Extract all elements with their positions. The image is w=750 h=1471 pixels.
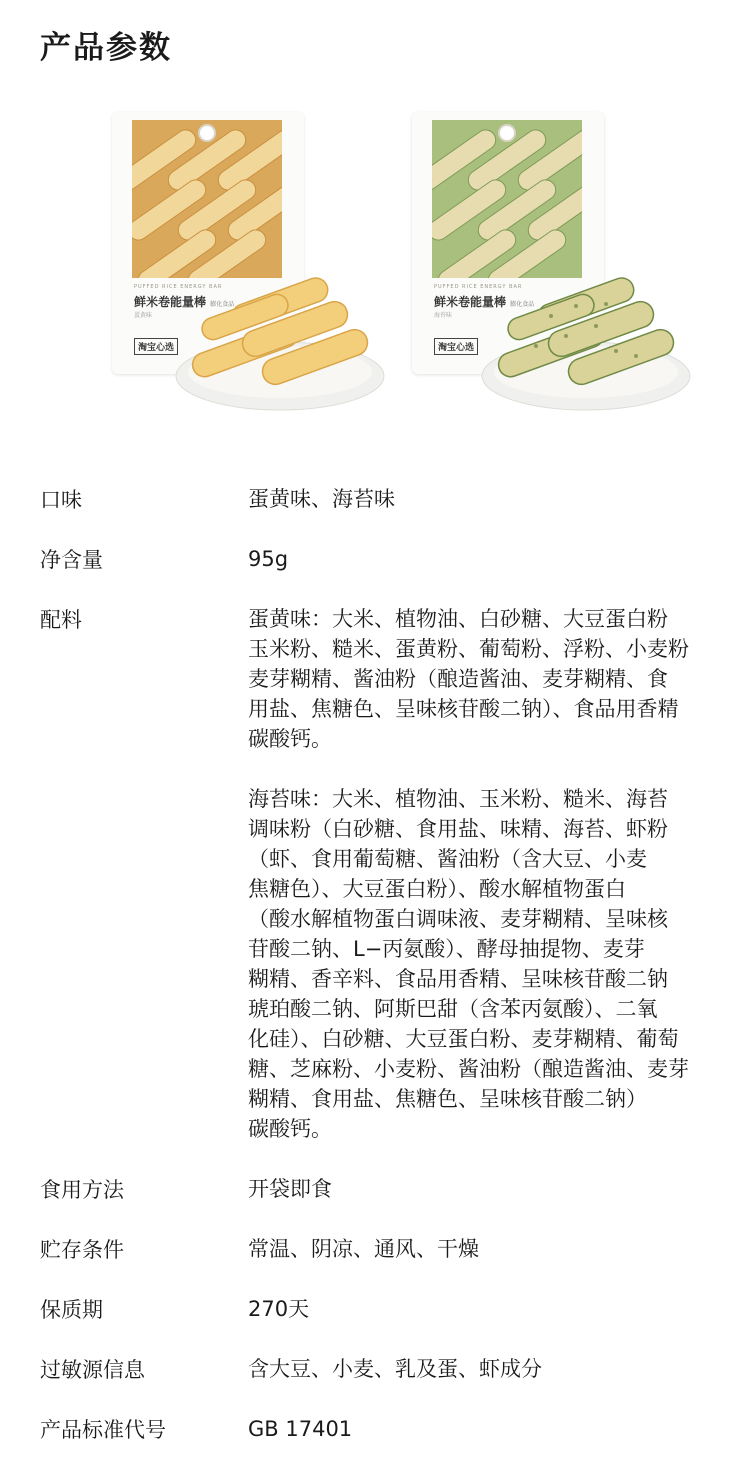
package-sub: 蛋黄味 <box>134 312 153 319</box>
spec-value: 常温、阴凉、通风、干燥 <box>248 1237 479 1261</box>
spec-label: 过敏源信息 <box>40 1358 145 1382</box>
spec-label: 口味 <box>40 488 82 512</box>
spec-value-egg: 蛋黄味：大米、植物油、白砂糖、大豆蛋白粉 玉米粉、糙米、蛋黄粉、葡萄粉、浮粉、小麦粉 麦芽糊精、酱油粉（酿造酱油、麦芽糊精、食 用盐、焦糖色、呈味核苷酸二钠）、食品用香精 碳酸钙。 <box>248 607 689 751</box>
product-plate-egg <box>170 276 385 416</box>
hang-hole <box>498 124 516 142</box>
spec-value: 270天 <box>248 1297 310 1321</box>
package-sub: 海苔味 <box>434 312 453 319</box>
spec-value-seaweed: 海苔味：大米、植物油、玉米粉、糙米、海苔 调味粉（白砂糖、食用盐、味精、海苔、虾粉 （虾、食用葡萄糖、酱油粉（含大豆、小麦 焦糖色）、大豆蛋白粉）、酸水解植物蛋白 （酸水解植物蛋白调味液、麦芽糊精、呈味核 苷酸二钠、L−丙氨酸）、酵母抽提物、麦芽 糊精、香辛料、食品用香精、呈味核苷酸二钠 琥珀酸二钠、阿斯巴甜（含苯丙氨酸）、二氧 化硅）、白砂糖、大豆蛋白粉、麦芽糊精、葡萄 糖、芝麻粉、小麦粉、酱油粉（酿造酱油、麦芽 糊精、食用盐、焦糖色、呈味核苷酸二钠） 碳酸钙。 <box>248 787 689 1141</box>
spec-label: 保质期 <box>40 1298 103 1322</box>
spec-value: 开袋即食 <box>248 1177 332 1201</box>
page-title: 产品参数 <box>40 30 172 66</box>
package-art-seaweed <box>432 120 582 278</box>
package-name: 鲜米卷能量棒 膨化食品 <box>434 295 535 309</box>
product-images <box>100 108 700 418</box>
spec-label: 净含量 <box>40 548 103 572</box>
spec-label: 贮存条件 <box>40 1238 124 1262</box>
spec-label: 配料 <box>40 608 82 632</box>
package-name: 鲜米卷能量棒 膨化食品 <box>134 295 235 309</box>
hang-hole <box>198 124 216 142</box>
spec-value: GB 17401 <box>248 1417 353 1441</box>
spec-value: 95g <box>248 547 289 571</box>
spec-label: 食用方法 <box>40 1178 124 1202</box>
spec-value: 含大豆、小麦、乳及蛋、虾成分 <box>248 1357 542 1381</box>
brand-logo: 淘宝心选 <box>134 338 178 355</box>
package-tag: PUFFED RICE ENERGY BAR <box>434 284 523 290</box>
package-art-egg <box>132 120 282 278</box>
brand-logo: 淘宝心选 <box>434 338 478 355</box>
spec-label: 产品标准代号 <box>40 1418 166 1442</box>
spec-value: 蛋黄味、海苔味 <box>248 487 395 511</box>
package-tag: PUFFED RICE ENERGY BAR <box>134 284 223 290</box>
product-plate-seaweed <box>476 276 691 416</box>
